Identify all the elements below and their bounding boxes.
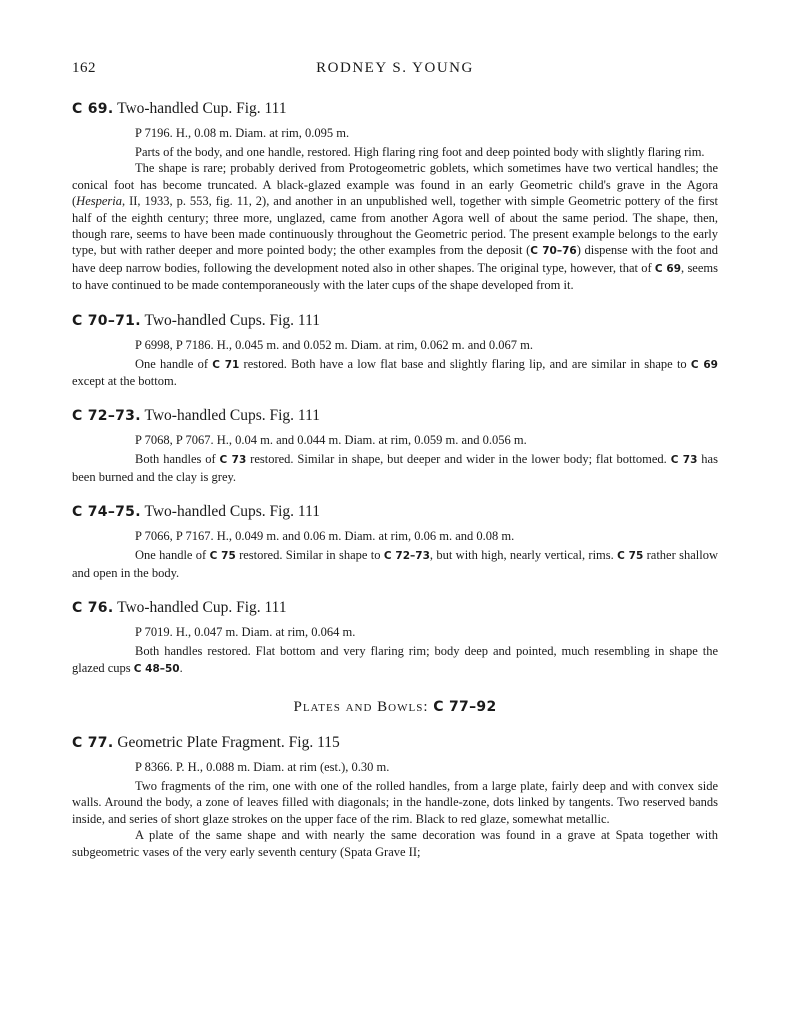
section-heading [72,699,718,716]
catalogue-entry-c76 [72,598,718,677]
catalogue-reference: C 73 [670,454,698,467]
entry-description: Parts of the body, and one handle, restored. High flaring ring foot and deep pointed body with slightly flaring rim. [135,145,705,159]
catalogue-reference: C 75 [209,550,236,563]
entry-heading [72,598,718,618]
inventory-line: P 7196. H., 0.08 m. Diam. at rim, 0.095 m. [135,126,350,140]
entry-discussion: A plate of the same shape and with nearly the same decoration was found in a grave at Spata together with subgeometric vases of the very early seventh century (Spata Grave II; [72,828,718,859]
catalogue-reference: C 73 [219,454,247,467]
catalogue-entry-c74-75 [72,502,718,581]
catalogue-entry-c69 [72,99,718,294]
running-head [72,60,718,82]
catalogue-entry-c72-73 [72,406,718,485]
inventory-line: P 7066, P 7167. H., 0.049 m. and 0.06 m. Diam. at rim, 0.06 m. and 0.08 m. [135,529,515,544]
entry-description: Two fragments of the rim, one with one of the rolled handles, from a large plate, fairly deep and with convex side walls. Around the body, a zone of leaves filled with diagonals; in the handle-zone, dots linked by tangents. Two reserved bands inside, and series of short glaze strokes on the upper face of the rim. Black to red glaze, somewhat metallic. [72,778,718,826]
entry-title: Two-handled Cup. Fig. 111 [117,100,287,117]
section-range: C 77–92 [433,698,497,715]
entry-heading [72,733,718,753]
running-head-author: RODNEY S. YOUNG [316,60,474,76]
catalogue-number: C 70–71. [72,312,141,329]
catalogue-number: C 77. [72,734,114,751]
journal-title: Hesperia [76,194,122,209]
catalogue-entry-c70-71 [72,311,718,390]
catalogue-reference: C 48–50 [133,662,180,675]
catalogue-number: C 72–73. [72,408,141,425]
catalogue-number: C 69. [72,101,114,117]
inventory-line: P 6998, P 7186. H., 0.045 m. and 0.052 m. Diam. at rim, 0.062 m. and 0.067 m. [135,337,534,352]
entry-heading [72,502,718,522]
entry-title: Two-handled Cups. Fig. 111 [144,503,321,521]
catalogue-reference: C 71 [212,358,240,371]
section-label: Plates and Bowls: [293,698,429,715]
entry-heading [72,99,718,119]
entry-title: Two-handled Cups. Fig. 111 [144,407,321,425]
catalogue-reference: C 70–76 [530,245,577,258]
catalogue-reference: C 69 [690,358,718,371]
catalogue-reference: C 69 [654,262,682,275]
catalogue-reference: C 75 [617,550,644,563]
catalogue-reference: C 72–73 [383,550,430,563]
entry-description: Both handles restored. Flat bottom and very flaring rim; body deep and pointed, much resembling in shape the glazed cups C 48–50. [72,644,718,675]
entry-heading [72,406,718,426]
inventory-line: P 7019. H., 0.047 m. Diam. at rim, 0.064 m. [135,625,356,640]
catalogue-number: C 74–75. [72,504,141,521]
page [72,60,718,860]
catalogue-number: C 76. [72,600,114,617]
entry-title: Two-handled Cup. Fig. 111 [117,599,287,617]
inventory-line: P 7068, P 7067. H., 0.04 m. and 0.044 m. Diam. at rim, 0.059 m. and 0.056 m. [135,433,527,448]
entry-title: Two-handled Cups. Fig. 111 [144,311,321,329]
entry-heading [72,311,718,331]
inventory-line: P 8366. P. H., 0.088 m. Diam. at rim (est.), 0.30 m. [135,759,390,774]
page-number: 162 [72,60,96,76]
entry-description: One handle of C 75 restored. Similar in shape to C 72–73, but with high, nearly vertical, rims. C 75 rather shallow and open in the body. [72,548,718,580]
entry-discussion: The shape is rare; probably derived from Protogeometric goblets, which sometimes have two vertical handles; the conical foot has become truncated. A black-glazed example was found in an early Geometric child's grave in the Agora (Hesperia, II, 1933, p. 553, fig. 11, 2), and another in an unpublished well, together with simple Geometric pottery of the first half of the eighth century; three more, unglazed, came from another Agora well of about the same period. The shape, then, though rare, seems to have been made continuously throughout the Geometric period. The present example belongs to the early type, but with rather deeper and more pointed body; the other examples from the deposit (C 70–76) dispense with the foot and have deep narrow bodies, following the development noted also in other shapes. The original type, however, that of C 69, seems to have continued to be made contemporaneously with the later cups of the shape developed from it. [72,161,719,293]
catalogue-entry-c77 [72,733,718,860]
entry-title: Geometric Plate Fragment. Fig. 115 [117,733,340,751]
entry-description: One handle of C 71 restored. Both have a low flat base and slightly flaring lip, and are similar in shape to C 69 except at the bottom. [72,356,718,389]
entry-description: Both handles of C 73 restored. Similar in shape, but deeper and wider in the lower body; flat bottomed. C 73 has been burned and the clay is grey. [72,452,718,484]
